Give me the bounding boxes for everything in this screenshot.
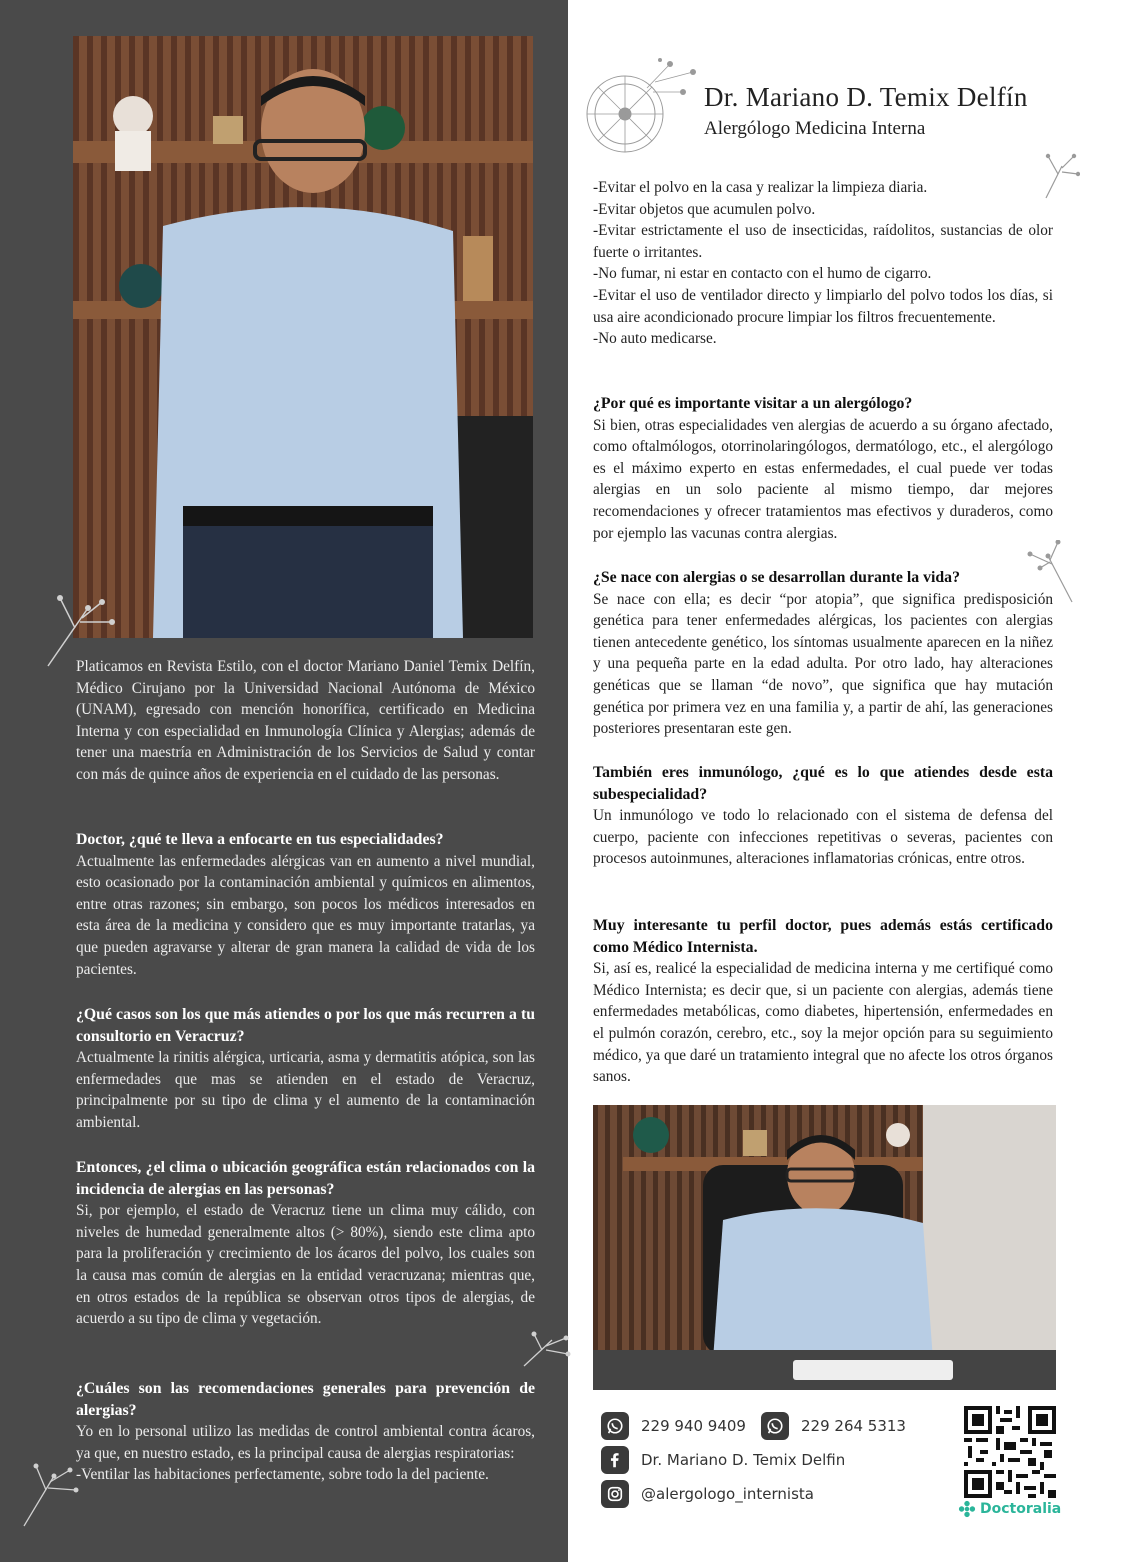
qa-why-visit <box>593 393 1053 544</box>
answer-text: Un inmunólogo ve todo lo relacionado con el sistema de defensa del cuerpo, paciente con infecciones repetitivas o severas, pacientes con procesos autoinmunes, alteraciones inflamatorias crónicas, entre otros. <box>593 807 1053 868</box>
instagram-icon <box>601 1480 629 1508</box>
question-heading: ¿Por qué es importante visitar a un alergólogo? <box>593 395 913 412</box>
qa-immunology <box>593 762 1053 870</box>
question-heading: ¿Qué casos son los que más atiendes o por los que más recurren a tu consultorio en Veracruz? <box>76 1006 535 1045</box>
qa-climate <box>76 1157 535 1330</box>
intro-paragraph <box>76 656 535 786</box>
doctoralia-brand <box>958 1500 1061 1518</box>
facebook-icon <box>601 1446 629 1474</box>
facebook-contact[interactable] <box>601 1446 845 1474</box>
answer-text: Actualmente la rinitis alérgica, urticaria, asma y dermatitis atópica, son las enfermedades que mas se atienden en el estado de Veracruz, principalmente por su tipo de clima y el aumento de la contaminación ambiental. <box>76 1049 535 1131</box>
question-heading: Entonces, ¿el clima o ubicación geográfica están relacionados con la incidencia de alergias en las personas? <box>76 1159 535 1198</box>
sprig-decoration-icon <box>522 1330 572 1370</box>
instagram-handle: @alergologo_internista <box>641 1485 814 1503</box>
qr-code-icon[interactable] <box>964 1406 1056 1498</box>
list-item: -No fumar, ni estar en contacto con el humo de cigarro. <box>593 265 932 283</box>
question-heading: ¿Cuáles son las recomendaciones generales para prevención de alergias? <box>76 1380 535 1419</box>
answer-text-item: -Ventilar las habitaciones perfectamente, sobre todo la del paciente. <box>76 1466 489 1484</box>
dandelion-logo-icon <box>575 52 705 162</box>
question-heading: Doctor, ¿qué te lleva a enfocarte en tus especialidades? <box>76 831 444 848</box>
qa-recommendations <box>76 1378 535 1486</box>
qa-born-with-allergies <box>593 567 1053 740</box>
answer-text: Se nace con ella; es decir “por atopia”, que significa predisposición genética para tener enfermedades alérgicas, los pacientes con alergias tienen antecedente genético, los síntomas usualmente aparecen en la niñez y una pequeña parte en la edad adulta. Por otro lado, hay alteraciones genéticas que se llaman “de novo”, que significa que hay mutación genética por primera vez en una familia y, a partir de ahí, las generaciones posteriores presentaran este gen. <box>593 590 1053 738</box>
qa-specialties <box>76 829 535 980</box>
facebook-handle: Dr. Mariano D. Temix Delfin <box>641 1451 846 1469</box>
list-item: -Evitar el uso de ventilador directo y limpiarlo del polvo todos los días, si usa aire acondicionado procure limpiar los filtros frecuentemente. <box>593 286 1053 326</box>
sprig-decoration-icon <box>20 1460 80 1530</box>
question-heading: También eres inmunólogo, ¿qué es lo que atiendes desde esta subespecialidad? <box>593 764 1053 803</box>
doctoralia-label: Doctoralia <box>980 1501 1062 1517</box>
answer-text: Si, por ejemplo, el estado de Veracruz tiene un clima muy cálido, con niveles de humedad generalmente altos (> 80%), siendo este clima apto para la proliferación y crecimiento de los ácaros del polvo, los cuales son la causa mas común de alergias en la entidad veracruzana; mientras que, en otros estados de la república se observan otros tipos de alergias, de acuerdo a su tipo de clima y vegetación. <box>76 1202 535 1328</box>
list-item: -Evitar el polvo en la casa y realizar la limpieza diaria. <box>593 179 928 196</box>
phone-contact-1[interactable] <box>601 1412 746 1440</box>
doctor-specialty-subtitle: Alergólogo Medicina Interna <box>704 118 926 139</box>
answer-text: Yo en lo personal utilizo las medidas de control ambiental contra ácaros, ya que, en nuestro estado, es la principal causa de alergias respiratorias: <box>76 1423 535 1462</box>
doctor-desk-photo <box>593 1105 1056 1390</box>
answer-text: Si bien, otras especialidades ven alergias de acuerdo a su órgano afectado, como oftalmólogos, otorrinolaringólogos, dermatólogo, etc., el alergólogo es el máximo experto en estas enfermedades, el cual puede ver todas alergias en un solo paciente al mismo tiempo, dar mejores recomendaciones y ofrecer tratamientos mas efectivos y duraderos, como por ejemplo las vacunas contra alergias. <box>593 416 1053 542</box>
whatsapp-icon <box>761 1412 789 1440</box>
answer-text: Actualmente las enfermedades alérgicas van en aumento a nivel mundial, esto ocasionado por la contaminación ambiental y químicos en alimentos, entre otras razones; sin embargo, son pocos los médicos interesados en esta área de la medicina y considero que es muy importante tratarlas, ya que pueden agravarse y alterar de gran manera la calidad de vida de los pacientes. <box>76 852 535 978</box>
recommendations-list <box>593 177 1053 350</box>
phone-number: 229 940 9409 <box>641 1417 746 1435</box>
doctor-portrait-photo <box>73 36 533 638</box>
list-item: -No auto medicarse. <box>593 330 717 348</box>
question-heading: ¿Se nace con alergias o se desarrollan durante la vida? <box>593 569 960 586</box>
list-item: -Evitar objetos que acumulen polvo. <box>593 200 816 218</box>
phone-number: 229 264 5313 <box>801 1417 906 1435</box>
phone-contact-2[interactable] <box>761 1412 906 1440</box>
intro-text: Platicamos en Revista Estilo, con el doctor Mariano Daniel Temix Delfín, Médico Cirujano por la Universidad Nacional Autónoma de México (UNAM), egresado con mención honorífica, certificado en Medicina Interna y con especialidad en Inmunología Clínica y Alergias; además de tener una maestría en Administración de los Servicios de Salud y contar con más de quince años de experiencia en el cuidado de las personas. <box>76 658 535 783</box>
instagram-contact[interactable] <box>601 1480 814 1508</box>
question-heading: Muy interesante tu perfil doctor, pues además estás certificado como Médico Internista. <box>593 917 1053 956</box>
answer-text: Si, así es, realicé la especialidad de medicina interna y me certifiqué como Médico Internista; es decir que, si un paciente con alergias, además tiene enfermedades metabólicas, como diabetes, hipertensión, enfermedades en el pulmón corazón, cerebro, etc., soy la mejor opción para su seguimiento médico, ya que daré un tratamiento integral que no afecte los otros órganos sanos. <box>593 960 1053 1086</box>
doctoralia-logo-icon <box>958 1500 976 1518</box>
qa-internist <box>593 915 1053 1088</box>
doctor-name-title: Dr. Mariano D. Temix Delfín <box>704 82 1028 112</box>
whatsapp-icon <box>601 1412 629 1440</box>
qa-common-cases <box>76 1004 535 1134</box>
list-item: -Evitar estrictamente el uso de insecticidas, raídolitos, sustancias de olor fuerte o irritantes. <box>593 222 1053 261</box>
